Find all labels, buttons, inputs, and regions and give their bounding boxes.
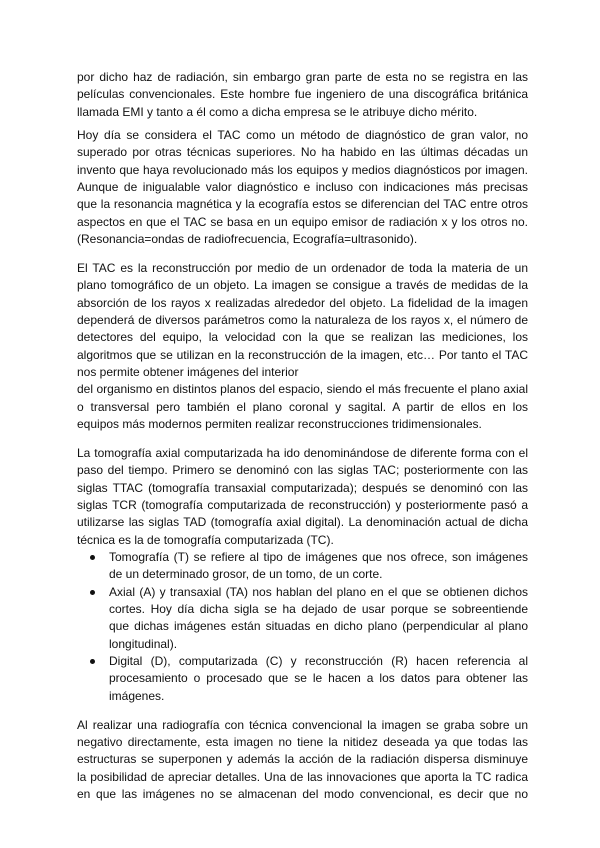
paragraph (77, 381, 528, 433)
bullet-icon (90, 555, 95, 560)
bullet-item (77, 653, 528, 705)
text-line: La tomografía axial computarizada ha ido denominándose de diferente forma con el (77, 445, 528, 460)
text-line: paso del tiempo. Primero se denominó con las siglas TAC; posteriormente con las (77, 463, 528, 478)
text-line: Axial (A) y transaxial (TA) nos hablan del plano en el que se obtienen dichos (109, 584, 528, 599)
paragraph (77, 69, 528, 121)
text-line: procesamiento o procesado que se le hacen a los datos para obtener las (109, 671, 528, 686)
text-line: detectores del equipo, la velocidad con la que se realizan las mediciones, los (77, 330, 528, 345)
text-line: utilizarse las siglas TAD (tomografía axial digital). La denominación actual de dicha (77, 515, 528, 530)
text-line: algoritmos que se utilizan en la reconstrucción de la imagen, etc… Por tanto el TAC (77, 347, 528, 362)
text-line: negativo directamente, esta imagen no tiene la nitidez deseada ya que todas las (77, 734, 528, 749)
text-line: en que las imágenes no se almacenan del modo convencional, es decir que no (77, 786, 528, 801)
text-line: siglas TCR (tomografía computarizada de reconstrucción) y posteriormente pasó a (77, 497, 528, 512)
text-line: llamada EMI y tanto a él como a dicha empresa se le atribuye dicho mérito. (77, 104, 478, 119)
paragraph (77, 260, 528, 381)
document-body (77, 69, 528, 815)
text-line: o transversal pero también el plano coronal y sagital. A partir de ellos en los (77, 399, 528, 414)
text-line: Aunque de inigualable valor diagnóstico e incluso con indicaciones más precisas (77, 180, 528, 195)
text-line: plano tomográfico de un objeto. La imagen se consigue a través de medidas de la (77, 278, 528, 293)
text-line: Tomografía (T) se refiere al tipo de imágenes que nos ofrece, son imágenes (109, 549, 528, 564)
paragraph (77, 717, 528, 804)
text-line: invento que haya revolucionado más los equipos y medios diagnósticos por imagen. (77, 162, 528, 177)
bullet-icon (90, 590, 95, 595)
text-line: (Resonancia=ondas de radiofrecuencia, Ecografía=ultrasonido). (77, 232, 418, 247)
text-line: aspectos en que el TAC se basa en un equipo emisor de radiación x y los otros no. (77, 214, 528, 229)
text-line: estructuras se superponen y además la acción de la radiación dispersa disminuye (77, 752, 528, 767)
text-line: técnica es la de tomografía computarizada (TC). (77, 532, 334, 547)
bullet-item (77, 584, 528, 653)
text-line: que la resonancia magnética y la ecografía estos se diferencian del TAC entre otros (77, 197, 528, 212)
bullet-item (77, 549, 528, 584)
text-line: cortes. Hoy día dicha sigla se ha dejado de usar porque se sobreentiende (109, 601, 528, 616)
text-line: del organismo en distintos planos del espacio, siendo el más frecuente el plano axial (77, 382, 528, 397)
text-line: superado por otras técnicas superiores. No ha habido en las últimas décadas un (77, 145, 528, 160)
text-line: por dicho haz de radiación, sin embargo gran parte de esta no se registra en las (77, 70, 528, 84)
text-line: dependerá de diversos parámetros como la naturaleza de los rayos x, el número de (77, 312, 528, 327)
text-line: imágenes. (109, 688, 165, 703)
text-line: Hoy día se considera el TAC como un método de diagnóstico de gran valor, no (77, 128, 528, 143)
text-line: Digital (D), computarizada (C) y reconstrucción (R) hacen referencia al (109, 654, 528, 668)
text-line: equipos más modernos permiten realizar reconstrucciones tridimensionales. (77, 417, 482, 432)
paragraph (77, 445, 528, 549)
text-line: la posibilidad de apreciar detalles. Una de las innovaciones que aporta la TC radica (77, 769, 528, 784)
text-line: El TAC es la reconstrucción por medio de un ordenador de toda la materia de un (77, 260, 528, 275)
text-line: absorción de los rayos x realizadas alrededor del objeto. La fidelidad de la imagen (77, 295, 528, 310)
text-line: siglas TTAC (tomografía transaxial computarizada); después se denominó con las (77, 480, 528, 495)
text-line: Al realizar una radiografía con técnica convencional la imagen se graba sobre un (77, 717, 528, 732)
text-line: longitudinal). (109, 636, 178, 651)
bullet-icon (90, 659, 95, 664)
text-line: nos permite obtener imágenes del interior (77, 365, 299, 379)
bullet-list (77, 549, 528, 705)
text-line: que dichas imágenes están situadas en dicho plano (perpendicular al plano (109, 619, 528, 634)
text-line: de un determinado grosor, de un tomo, de un corte. (109, 567, 383, 582)
text-line: películas convencionales. Este hombre fue ingeniero de una discográfica británica (77, 87, 528, 102)
paragraph (77, 127, 528, 248)
